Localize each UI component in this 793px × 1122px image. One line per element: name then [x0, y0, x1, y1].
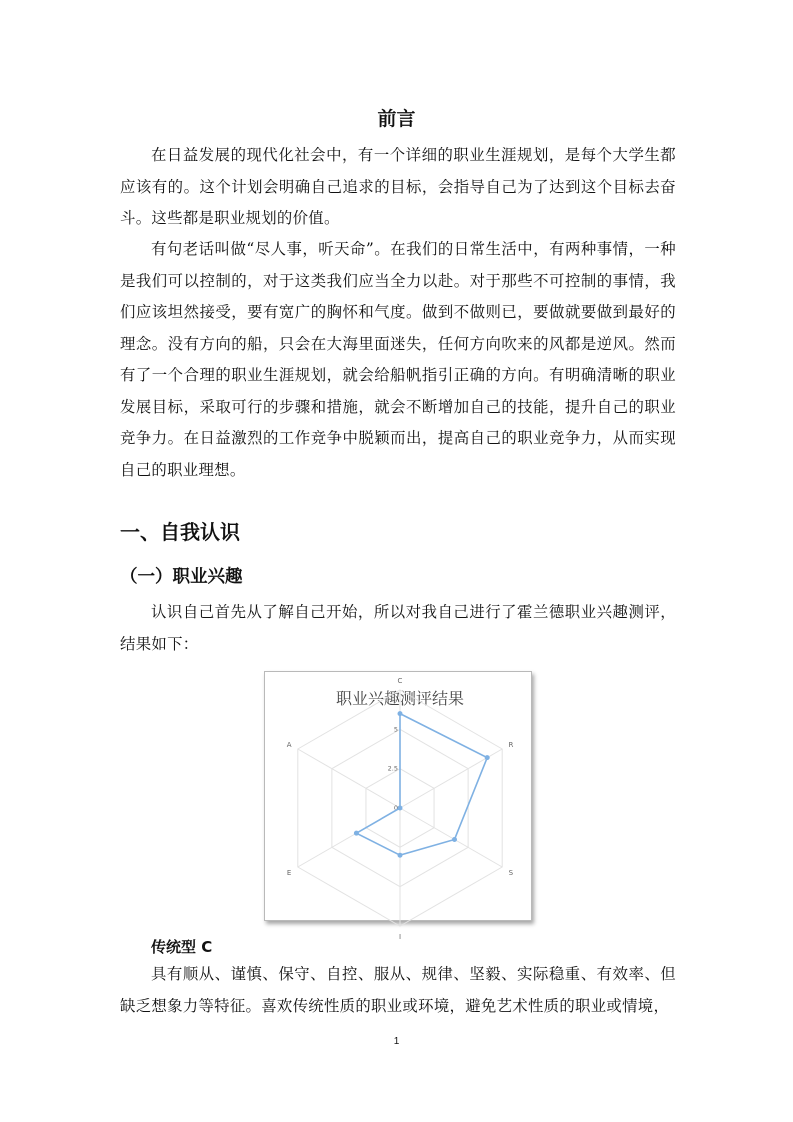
radar-chart-figure	[264, 671, 532, 942]
conventional-type-heading: 传统型 C	[151, 938, 213, 956]
axis-label-E: E	[286, 869, 292, 878]
axis-label-A: A	[286, 740, 292, 749]
axis-spoke-S	[400, 808, 502, 867]
data-point-A	[398, 806, 403, 811]
page-title: 前言	[377, 108, 416, 130]
axis-label-S: S	[508, 869, 514, 878]
axis-label-I: I	[398, 933, 402, 942]
data-point-E	[354, 831, 359, 836]
chart-title: 职业兴趣测评结果	[335, 689, 465, 708]
interest-test-paragraph: 认识自己首先从了解自己开始，所以对我自己进行了霍兰德职业兴趣测评，结果如下：	[120, 603, 676, 653]
intro-paragraph-2: 有句老话叫做“尽人事，听天命”。在我们的日常生活中，有两种事情，一种是我们可以控制的，对于这类我们应当全力以赴。对于那些不可控制的事情，我们应该坦然接受，要有宽广的胸怀和气度。做到不做则已，要做就要做到最好的理念。没有方向的船，只会在大海里面迷失，任何方向吹来的风都是逆风。然而有了一个合理的职业生涯规划，就会给船帆指引正确的方向。有明确清晰的职业发展目标，采取可行的步骤和措施，就会不断增加自己的技能，提升自己的职业竞争力。在日益激烈的工作竞争中脱颖而出，提高自己的职业竞争力，从而实现自己的职业理想。	[120, 240, 676, 479]
intro-paragraph-1: 在日益发展的现代化社会中，有一个详细的职业生涯规划，是每个大学生都应该有的。这个计划会明确自己追求的目标，会指导自己为了达到这个目标去奋斗。这些都是职业规划的价值。	[120, 146, 676, 227]
tick-label-2: 5	[393, 725, 398, 734]
radar-chart	[265, 672, 531, 942]
subsection-heading-career-interest: （一）职业兴趣	[120, 567, 243, 587]
tick-label-0: 0	[393, 804, 398, 812]
data-point-S	[452, 837, 457, 842]
data-point-I	[398, 853, 403, 858]
axis-spoke-A	[298, 749, 400, 808]
tick-label-1: 2.5	[387, 764, 398, 773]
data-point-R	[485, 755, 490, 760]
data-point-C	[398, 711, 403, 716]
axis-label-R: R	[508, 740, 514, 749]
conventional-type-paragraph: 具有顺从、谨慎、保守、自控、服从、规律、坚毅、实际稳重、有效率、但缺乏想象力等特征。喜欢传统性质的职业或环境，避免艺术性质的职业或情境，	[120, 965, 676, 1015]
section-heading-self-awareness: 一、自我认识	[120, 520, 240, 544]
axis-label-C: C	[397, 676, 403, 685]
page-number: 1	[393, 1036, 400, 1047]
